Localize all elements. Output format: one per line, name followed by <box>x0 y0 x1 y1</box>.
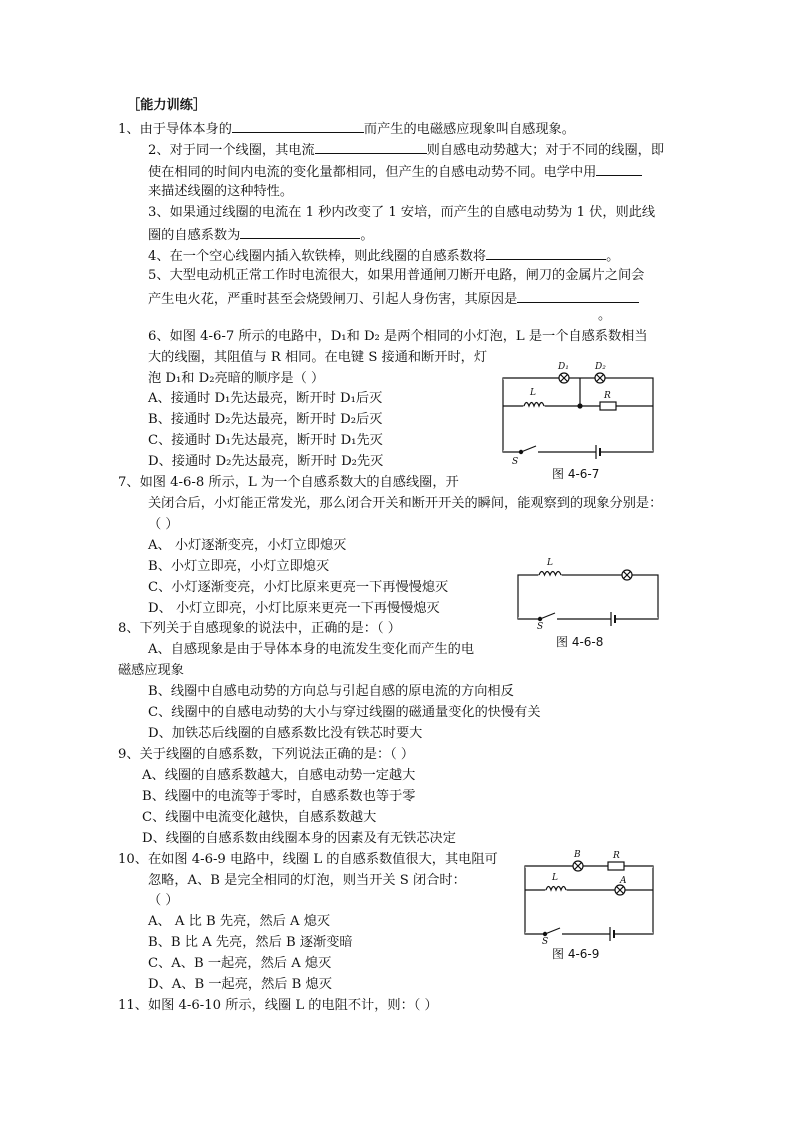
q5-blank[interactable] <box>517 288 639 303</box>
question-11: 11、如图 4-6-10 所示，线圈 L 的电阻不计，则：（ ） <box>118 998 438 1013</box>
question-7-line-3: （ ） <box>148 517 179 532</box>
question-7-line-1: 7、如图 4-6-8 所示，L 为一个自感系数大的自感线圈，开 <box>118 475 459 490</box>
q8-option-a[interactable]: A、自感现象是由于导体本身的电流发生变化而产生的电 <box>148 642 475 657</box>
q7-option-d[interactable]: D、 小灯立即亮，小灯比原来更亮一下再慢慢熄灭 <box>148 601 440 616</box>
question-3-line-2 <box>148 224 374 246</box>
question-6-line-1: 6、如图 4-6-7 所示的电路中，D₁和 D₂ 是两个相同的小灯泡，L 是一个自感系数相当 <box>148 329 648 344</box>
question-4 <box>148 245 619 267</box>
label-s: S <box>512 457 519 467</box>
q9-option-b[interactable]: B、线圈中的电流等于零时，自感系数也等于零 <box>142 789 416 804</box>
label-d1: D₁ <box>558 362 569 372</box>
q6-option-c[interactable]: C、接通时 D₁先达最亮，断开时 D₁先灭 <box>148 433 383 448</box>
label-s: S <box>537 622 544 632</box>
q1-text-a: 1、由于导体本身的 <box>118 122 232 137</box>
question-8: 8、下列关于自感现象的说法中，正确的是：（ ） <box>118 621 401 636</box>
q7-option-c[interactable]: C、小灯逐渐变亮，小灯比原来更亮一下再慢慢熄灭 <box>148 580 449 595</box>
question-5-line-1: 5、大型电动机正常工作时电流很大，如果用普通闸刀断开电路，闸刀的金属片之间会 <box>148 268 645 283</box>
question-10-line-3: （ ） <box>148 893 179 908</box>
q4-blank[interactable] <box>486 245 606 260</box>
q1-blank[interactable] <box>232 118 364 133</box>
q10-option-d[interactable]: D、A、B 一起亮，然后 B 熄灭 <box>148 977 332 992</box>
q9-option-c[interactable]: C、线圈中电流变化越快，自感系数越大 <box>142 810 377 825</box>
q5-text: 产生电火花，严重时甚至会烧毁闸刀、引起人身伤害，其原因是 <box>148 292 518 307</box>
q2-blank-2[interactable] <box>596 161 642 176</box>
q10-option-a[interactable]: A、 A 比 B 先亮，然后 A 熄灭 <box>148 914 331 929</box>
q3-blank[interactable] <box>240 224 360 239</box>
question-2-line-2 <box>148 161 642 183</box>
label-r: R <box>613 851 620 861</box>
q8-option-a-cont: 磁感应现象 <box>118 663 184 678</box>
q10-option-b[interactable]: B、B 比 A 先亮，然后 B 逐渐变暗 <box>148 935 353 950</box>
caption-4-6-9: 图 4-6-9 <box>552 947 600 961</box>
q8-option-c[interactable]: C、线圈中的自感电动势的大小与穿过线圈的磁通量变化的快慢有关 <box>148 705 541 720</box>
q4-end: 。 <box>606 249 620 264</box>
label-a: A <box>620 876 627 886</box>
question-10-line-1: 10、在如图 4-6-9 电路中，线圈 L 的自感系数值很大，其电阻可 <box>118 852 498 867</box>
circuit-figure-4-6-7 <box>500 360 660 468</box>
label-l: L <box>552 873 558 883</box>
label-d2: D₂ <box>595 362 606 372</box>
q3-end: 。 <box>360 228 374 243</box>
circuit-figure-4-6-8 <box>515 555 663 630</box>
q1-text-b: 而产生的电磁感应现象叫自感现象。 <box>363 122 575 137</box>
q3-text: 圈的自感系数为 <box>148 228 241 243</box>
q2-blank-1[interactable] <box>315 139 427 154</box>
q7-option-b[interactable]: B、小灯立即亮，小灯立即熄灭 <box>148 559 330 574</box>
question-2-line-3: 来描述线圈的这种特性。 <box>148 184 294 199</box>
question-10-line-2: 忽略，A、B 是完全相同的灯泡，则当开关 S 闭合时： <box>148 873 466 888</box>
label-l: L <box>547 558 553 568</box>
question-6-line-2: 大的线圈，其阻值与 R 相同。在电键 S 接通和断开时，灯 <box>148 350 488 365</box>
question-9: 9、关于线圈的自感系数，下列说法正确的是：（ ） <box>118 747 415 762</box>
question-6-line-3: 泡 D₁和 D₂亮暗的顺序是（ ） <box>148 371 325 386</box>
q9-option-a[interactable]: A、线圈的自感系数越大，自感电动势一定越大 <box>142 768 416 783</box>
q4-text: 4、在一个空心线圈内插入软铁棒，则此线圈的自感系数将 <box>148 249 487 264</box>
question-2-line-1 <box>148 139 664 161</box>
question-5-line-2 <box>148 288 639 310</box>
q8-option-d[interactable]: D、加铁芯后线圈的自感系数比没有铁芯时要大 <box>148 726 423 741</box>
question-1 <box>118 118 575 140</box>
caption-4-6-7: 图 4-6-7 <box>552 467 600 481</box>
q7-option-a[interactable]: A、 小灯逐渐变亮，小灯立即熄灭 <box>148 538 347 553</box>
question-3-line-1: 3、如果通过线圈的电流在 1 秒内改变了 1 安培，而产生的自感电动势为 1 伏，则此线 <box>148 205 656 220</box>
section-title: ［能力训练］ <box>127 98 207 113</box>
q2-text-b: 则自感电动势越大；对于不同的线圈，即 <box>426 143 665 158</box>
question-7-line-2: 关闭合后，小灯能正常发光，那么闭合开关和断开开关的瞬间，能观察到的现象分别是： <box>148 496 663 511</box>
q9-option-d[interactable]: D、线圈的自感系数由线圈本身的因素及有无铁芯决定 <box>142 831 456 846</box>
q6-option-b[interactable]: B、接通时 D₂先达最亮，断开时 D₂后灭 <box>148 412 383 427</box>
q10-option-c[interactable]: C、A、B 一起亮，然后 A 熄灭 <box>148 956 332 971</box>
q6-option-d[interactable]: D、接通时 D₂先达最亮，断开时 D₂先灭 <box>148 454 384 469</box>
q5-end: 。 <box>598 308 612 323</box>
label-b: B <box>574 850 581 860</box>
q2-text-a: 2、对于同一个线圈，其电流 <box>148 143 315 158</box>
circuit-figure-4-6-9 <box>522 848 658 946</box>
q6-option-a[interactable]: A、接通时 D₁先达最亮，断开时 D₁后灭 <box>148 391 383 406</box>
q8-option-b[interactable]: B、线圈中自感电动势的方向总与引起自感的原电流的方向相反 <box>148 684 514 699</box>
label-r: R <box>604 391 611 401</box>
label-s: S <box>542 937 549 947</box>
q2-text-c: 使在相同的时间内电流的变化量都相同，但产生的自感电动势不同。电学中用 <box>148 165 597 180</box>
label-l: L <box>530 388 536 398</box>
caption-4-6-8: 图 4-6-8 <box>556 635 604 649</box>
